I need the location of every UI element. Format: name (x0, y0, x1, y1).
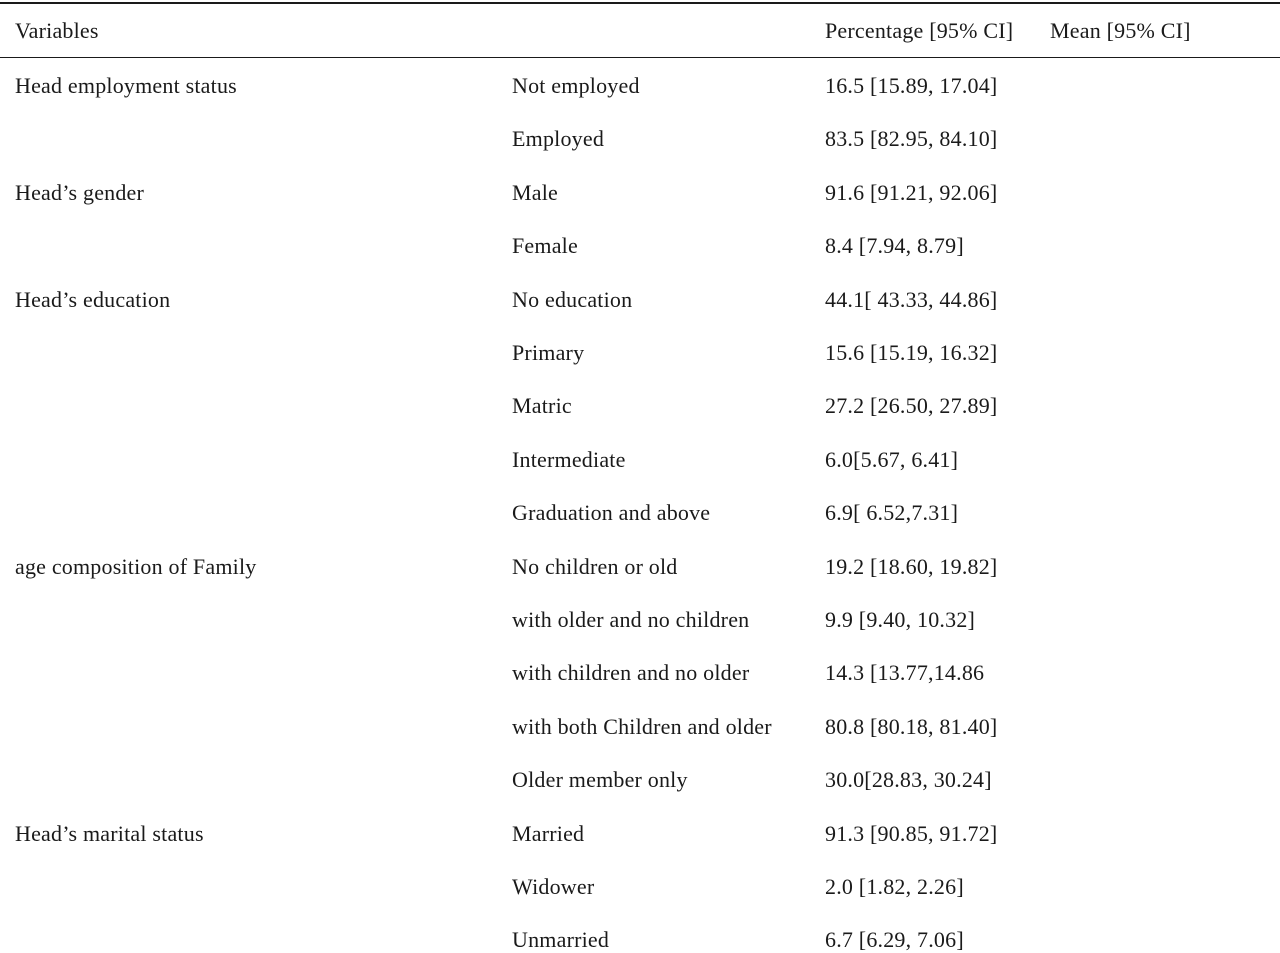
top-rule (0, 2, 1280, 4)
row-category: No children or old (512, 554, 678, 579)
row-percentage: 9.9 [9.40, 10.32] (825, 607, 976, 632)
row-variable: Head’s gender (15, 180, 145, 205)
row-category: Married (512, 821, 585, 846)
row-percentage: 15.6 [15.19, 16.32] (825, 340, 998, 365)
row-variable: Head’s marital status (15, 821, 204, 846)
row-category: with both Children and older (512, 714, 772, 739)
row-category: Female (512, 233, 578, 258)
row-category: with children and no older (512, 660, 750, 685)
row-percentage: 30.0[28.83, 30.24] (825, 767, 992, 792)
row-variable: Head’s education (15, 287, 171, 312)
row-percentage: 2.0 [1.82, 2.26] (825, 874, 964, 899)
row-category: Primary (512, 340, 585, 365)
row-category: Matric (512, 393, 572, 418)
row-percentage: 80.8 [80.18, 81.40] (825, 714, 998, 739)
header-rule (0, 57, 1280, 58)
row-category: Male (512, 180, 559, 205)
row-percentage: 91.3 [90.85, 91.72] (825, 821, 998, 846)
row-percentage: 83.5 [82.95, 84.10] (825, 126, 998, 151)
row-category: Not employed (512, 73, 640, 98)
row-percentage: 6.7 [6.29, 7.06] (825, 927, 964, 952)
row-category: Older member only (512, 767, 688, 792)
header-mean: Mean [95% CI] (1050, 18, 1191, 43)
row-percentage: 14.3 [13.77,14.86 (825, 660, 985, 685)
row-percentage: 44.1[ 43.33, 44.86] (825, 287, 998, 312)
row-percentage: 8.4 [7.94, 8.79] (825, 233, 964, 258)
row-category: Employed (512, 126, 605, 151)
row-category: Intermediate (512, 447, 626, 472)
row-variable: Head employment status (15, 73, 237, 98)
row-category: Widower (512, 874, 595, 899)
row-percentage: 6.9[ 6.52,7.31] (825, 500, 959, 525)
row-percentage: 6.0[5.67, 6.41] (825, 447, 959, 472)
header-variables: Variables (15, 18, 99, 43)
header-percentage: Percentage [95% CI] (825, 18, 1014, 43)
row-percentage: 19.2 [18.60, 19.82] (825, 554, 998, 579)
row-percentage: 91.6 [91.21, 92.06] (825, 180, 998, 205)
row-variable: age composition of Family (15, 554, 257, 579)
row-category: with older and no children (512, 607, 750, 632)
row-category: Graduation and above (512, 500, 711, 525)
row-category: Unmarried (512, 927, 610, 952)
row-percentage: 27.2 [26.50, 27.89] (825, 393, 998, 418)
row-percentage: 16.5 [15.89, 17.04] (825, 73, 998, 98)
row-category: No education (512, 287, 633, 312)
